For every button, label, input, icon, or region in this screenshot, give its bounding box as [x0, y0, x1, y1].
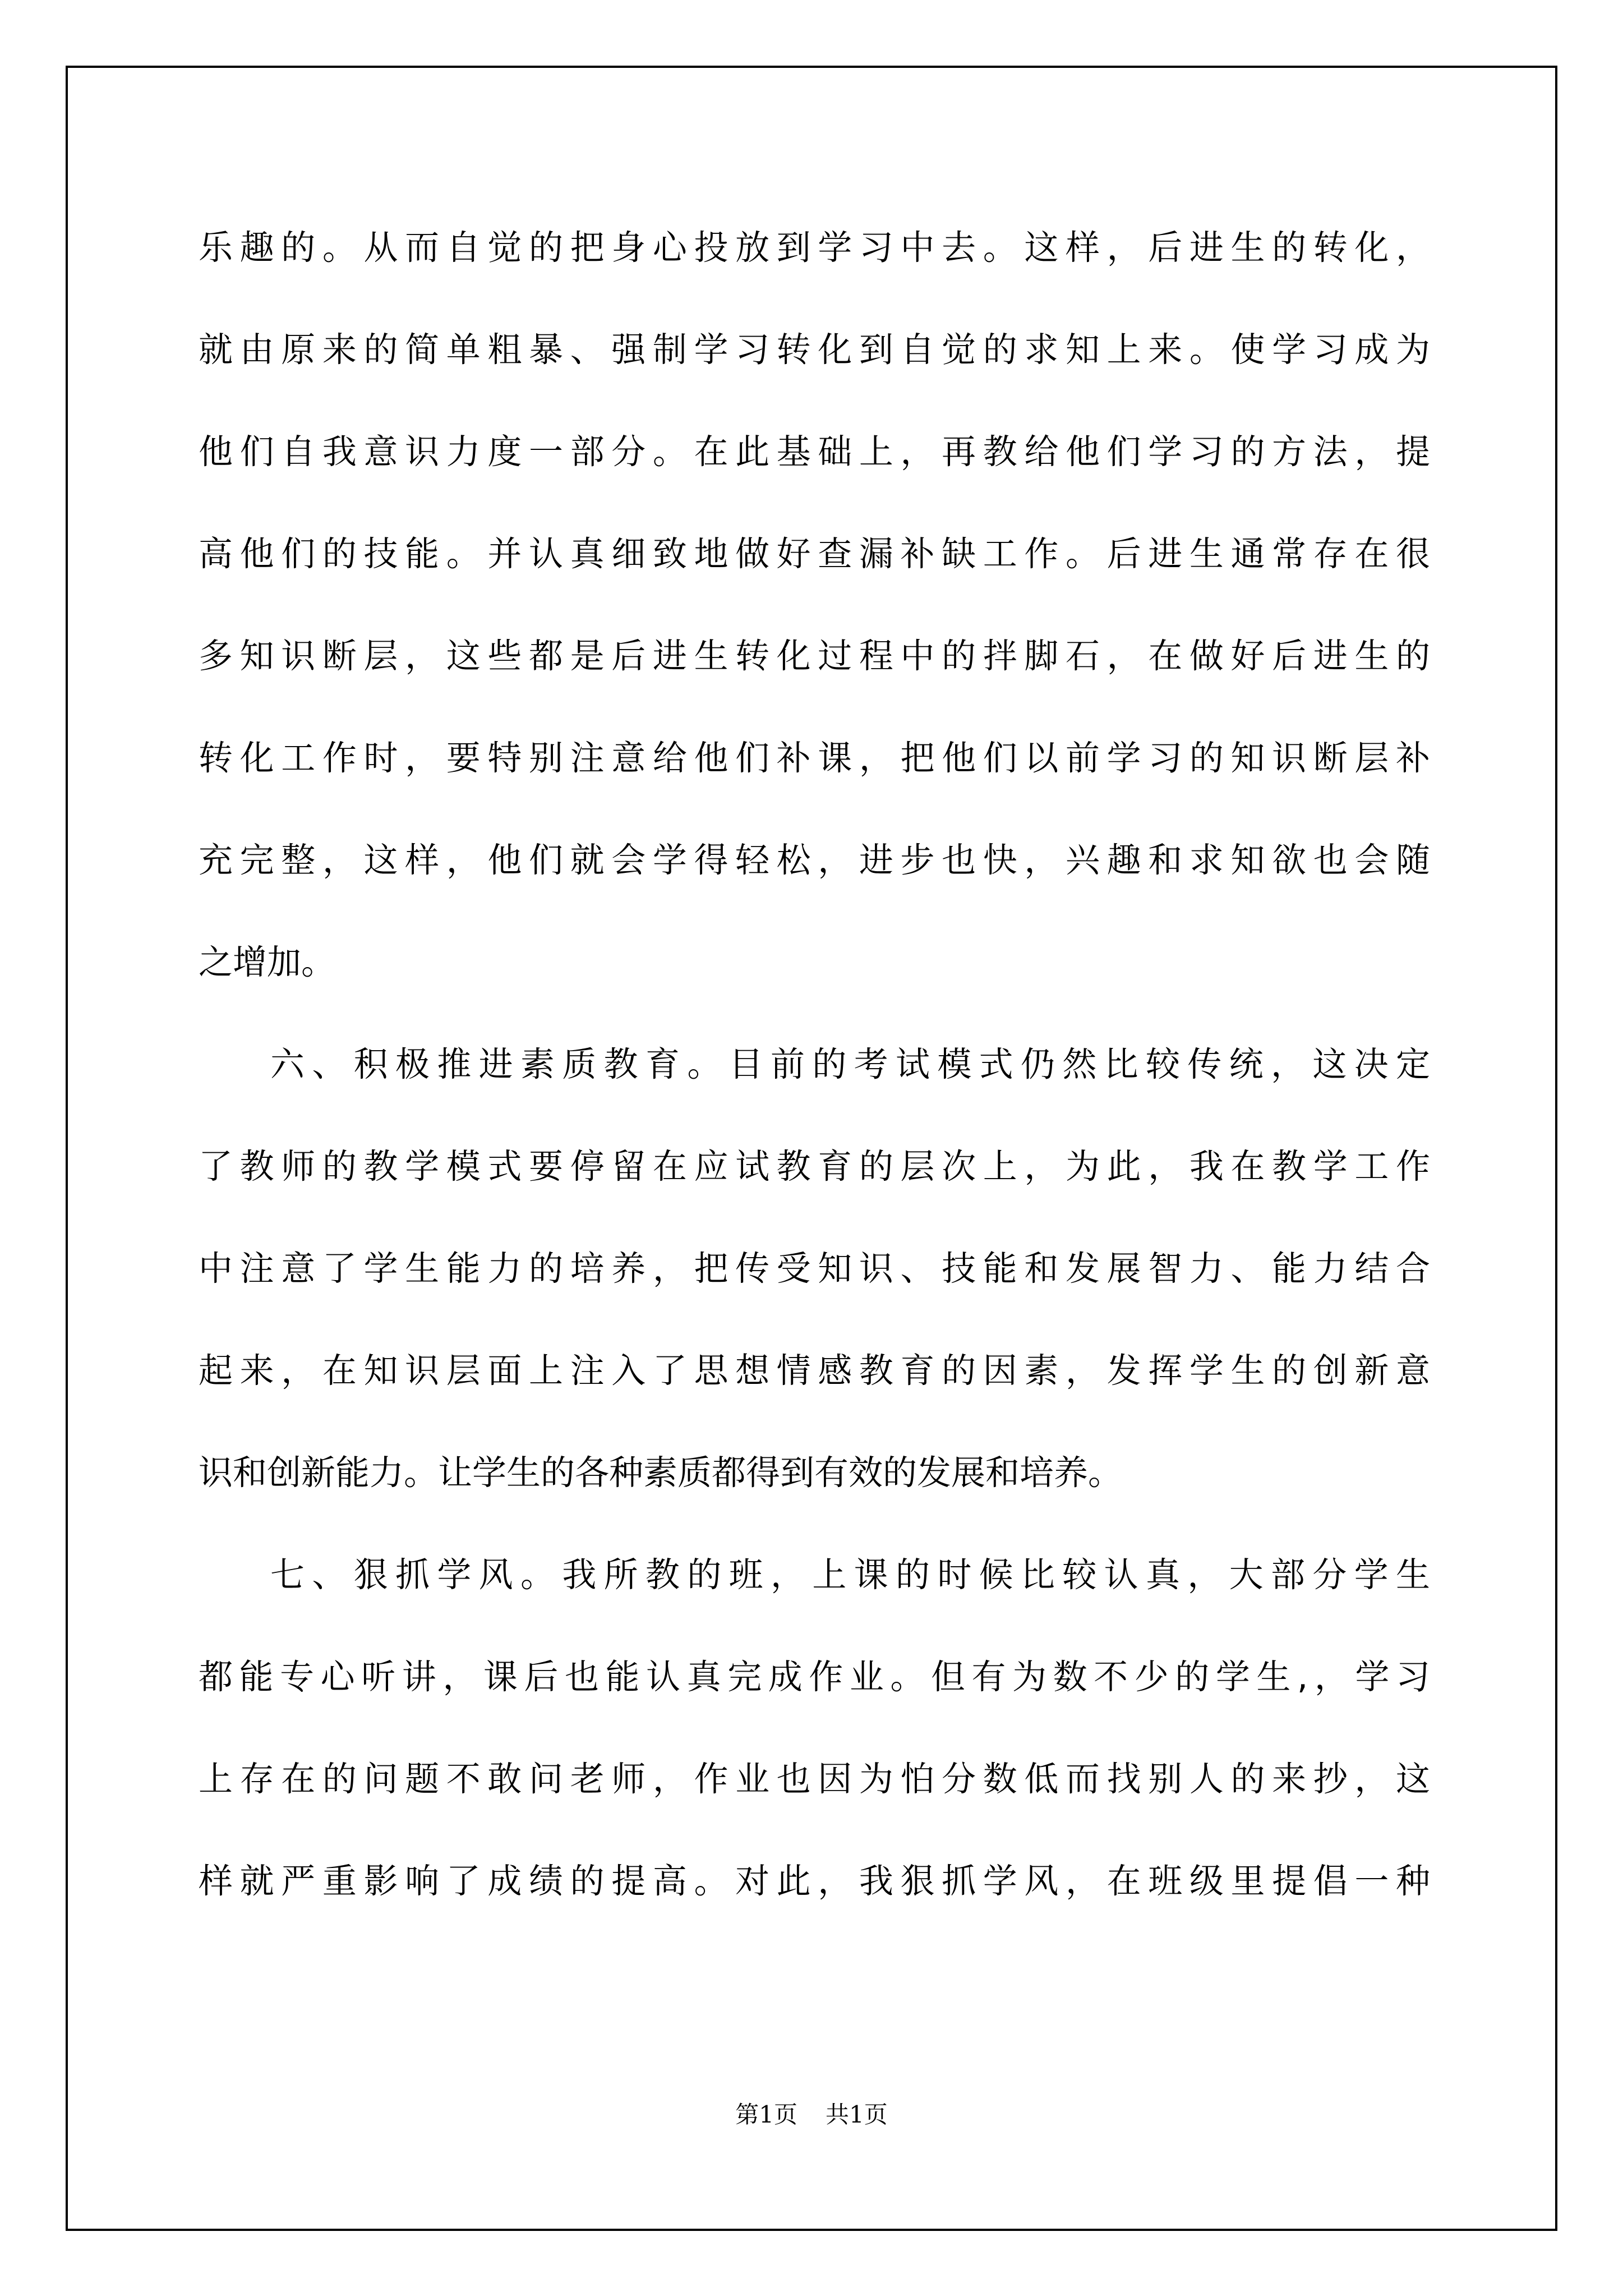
text-line: 识和创新能力。让学生的各种素质都得到有效的发展和培养。 — [199, 1453, 1123, 1493]
text-line: 他们自我意识力度一部分。在此基础上，再教给他们学习的方法，提 — [199, 432, 1430, 472]
document-body — [199, 197, 1430, 1932]
text-line: 都能专心听讲，课后也能认真完成作业。但有为数不少的学生,，学习 — [199, 1657, 1430, 1697]
text-line: 转化工作时，要特别注意给他们补课，把他们以前学习的知识断层补 — [199, 738, 1430, 778]
text-line: 中注意了学生能力的培养，把传受知识、技能和发展智力、能力结合 — [199, 1249, 1430, 1289]
text-line: 高他们的技能。并认真细致地做好查漏补缺工作。后进生通常存在很 — [199, 534, 1430, 574]
text-line: 之增加。 — [199, 942, 336, 982]
text-line: 七、狠抓学风。我所教的班，上课的时候比较认真，大部分学生 — [270, 1555, 1430, 1595]
text-line: 多知识断层，这些都是后进生转化过程中的拌脚石，在做好后进生的 — [199, 636, 1430, 676]
page-total: 共1页 — [826, 2101, 888, 2128]
text-line: 六、积极推进素质教育。目前的考试模式仍然比较传统，这决定 — [270, 1045, 1430, 1084]
text-line: 就由原来的简单粗暴、强制学习转化到自觉的求知上来。使学习成为 — [199, 330, 1430, 370]
text-line: 充完整，这样，他们就会学得轻松，进步也快，兴趣和求知欲也会随 — [199, 840, 1430, 880]
page-footer — [0, 2098, 1623, 2132]
page-number: 第1页 — [735, 2101, 797, 2128]
text-line: 乐趣的。从而自觉的把身心投放到学习中去。这样，后进生的转化， — [199, 228, 1430, 268]
text-line: 起来，在知识层面上注入了思想情感教育的因素，发挥学生的创新意 — [199, 1351, 1430, 1391]
text-line: 上存在的问题不敢问老师，作业也因为怕分数低而找别人的来抄，这 — [199, 1759, 1430, 1799]
text-line: 了教师的教学模式要停留在应试教育的层次上，为此，我在教学工作 — [199, 1147, 1430, 1186]
text-line: 样就严重影响了成绩的提高。对此，我狠抓学风，在班级里提倡一种 — [199, 1861, 1430, 1901]
